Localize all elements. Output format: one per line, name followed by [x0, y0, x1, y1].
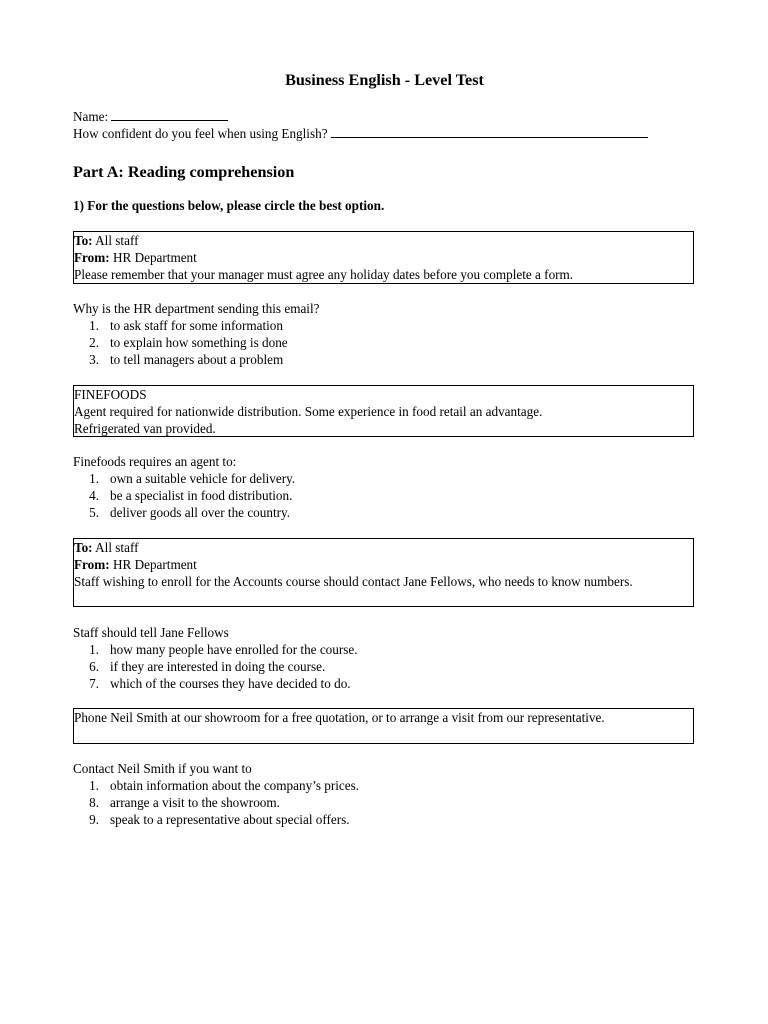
document-title: Business English - Level Test: [285, 71, 484, 89]
finefoods-heading: FINEFOODS: [74, 387, 147, 402]
notice-box-finefoods: [73, 385, 694, 437]
option-text: be a specialist in food distribution.: [110, 488, 293, 504]
part-a-heading: Part A: Reading comprehension: [73, 163, 295, 181]
question-4: Contact Neil Smith if you want to: [73, 761, 252, 776]
option-number: 9.: [89, 812, 99, 828]
confidence-label: How confident do you feel when using English?: [73, 126, 328, 141]
option-text: speak to a representative about special offers.: [110, 812, 350, 828]
from-label: From:: [74, 557, 110, 573]
option-number: 5.: [89, 505, 99, 521]
option-number: 1.: [89, 642, 99, 657]
to-line: [74, 539, 693, 556]
option-text: how many people have enrolled for the course.: [110, 642, 358, 657]
option-text: arrange a visit to the showroom.: [110, 795, 280, 811]
finefoods-line-2: Refrigerated van provided.: [74, 421, 216, 437]
to-label: To:: [74, 233, 93, 248]
to-line: [74, 232, 693, 249]
option-text: deliver goods all over the country.: [110, 505, 291, 521]
option-number: 3.: [89, 352, 99, 368]
to-label: To:: [74, 540, 93, 555]
option-text: to explain how something is done: [110, 335, 288, 351]
question-1: Why is the HR department sending this email?: [73, 301, 320, 316]
from-value: HR Department: [112, 557, 197, 573]
option-text: obtain information about the company’s prices.: [110, 778, 360, 793]
finefoods-line-1: Agent required for nationwide distribution. Some experience in food retail an advantage.: [74, 404, 543, 420]
option-text: own a suitable vehicle for delivery.: [110, 471, 296, 486]
from-line: [74, 556, 693, 573]
from-label: From:: [74, 250, 110, 266]
option-number: 7.: [89, 676, 99, 692]
instruction-text: 1) For the questions below, please circle the best option.: [73, 198, 385, 213]
notice-box-neil-smith: [73, 708, 694, 744]
notice-body: Please remember that your manager must agree any holiday dates before you complete a form.: [74, 267, 574, 283]
notice-body: Staff wishing to enroll for the Accounts course should contact Jane Fellows, who needs to know numbers.: [74, 574, 633, 590]
from-value: HR Department: [112, 250, 197, 266]
option-text: to ask staff for some information: [110, 318, 283, 333]
document-page: [73, 0, 696, 1024]
option-number: 2.: [89, 335, 99, 351]
question-2: Finefoods requires an agent to:: [73, 454, 237, 469]
confidence-field-row: [73, 125, 648, 142]
option-text: to tell managers about a problem: [110, 352, 284, 368]
option-number: 8.: [89, 795, 99, 811]
notice-body: Phone Neil Smith at our showroom for a free quotation, or to arrange a visit from our representative.: [74, 710, 605, 725]
option-number: 6.: [89, 659, 99, 675]
option-number: 1.: [89, 318, 99, 333]
from-line: [74, 249, 693, 266]
option-number: 1.: [89, 778, 99, 793]
question-3: Staff should tell Jane Fellows: [73, 625, 229, 640]
name-blank-line[interactable]: [111, 108, 228, 121]
name-field-row: [73, 108, 228, 125]
name-label: Name:: [73, 109, 109, 124]
option-number: 4.: [89, 488, 99, 504]
notice-box-hr-holiday: [73, 231, 694, 284]
to-value: All staff: [95, 233, 139, 248]
to-value: All staff: [95, 540, 139, 555]
confidence-blank-line[interactable]: [331, 125, 648, 138]
option-text: if they are interested in doing the course.: [110, 659, 326, 675]
option-text: which of the courses they have decided to do.: [110, 676, 351, 692]
option-number: 1.: [89, 471, 99, 486]
notice-box-accounts-course: [73, 538, 694, 607]
